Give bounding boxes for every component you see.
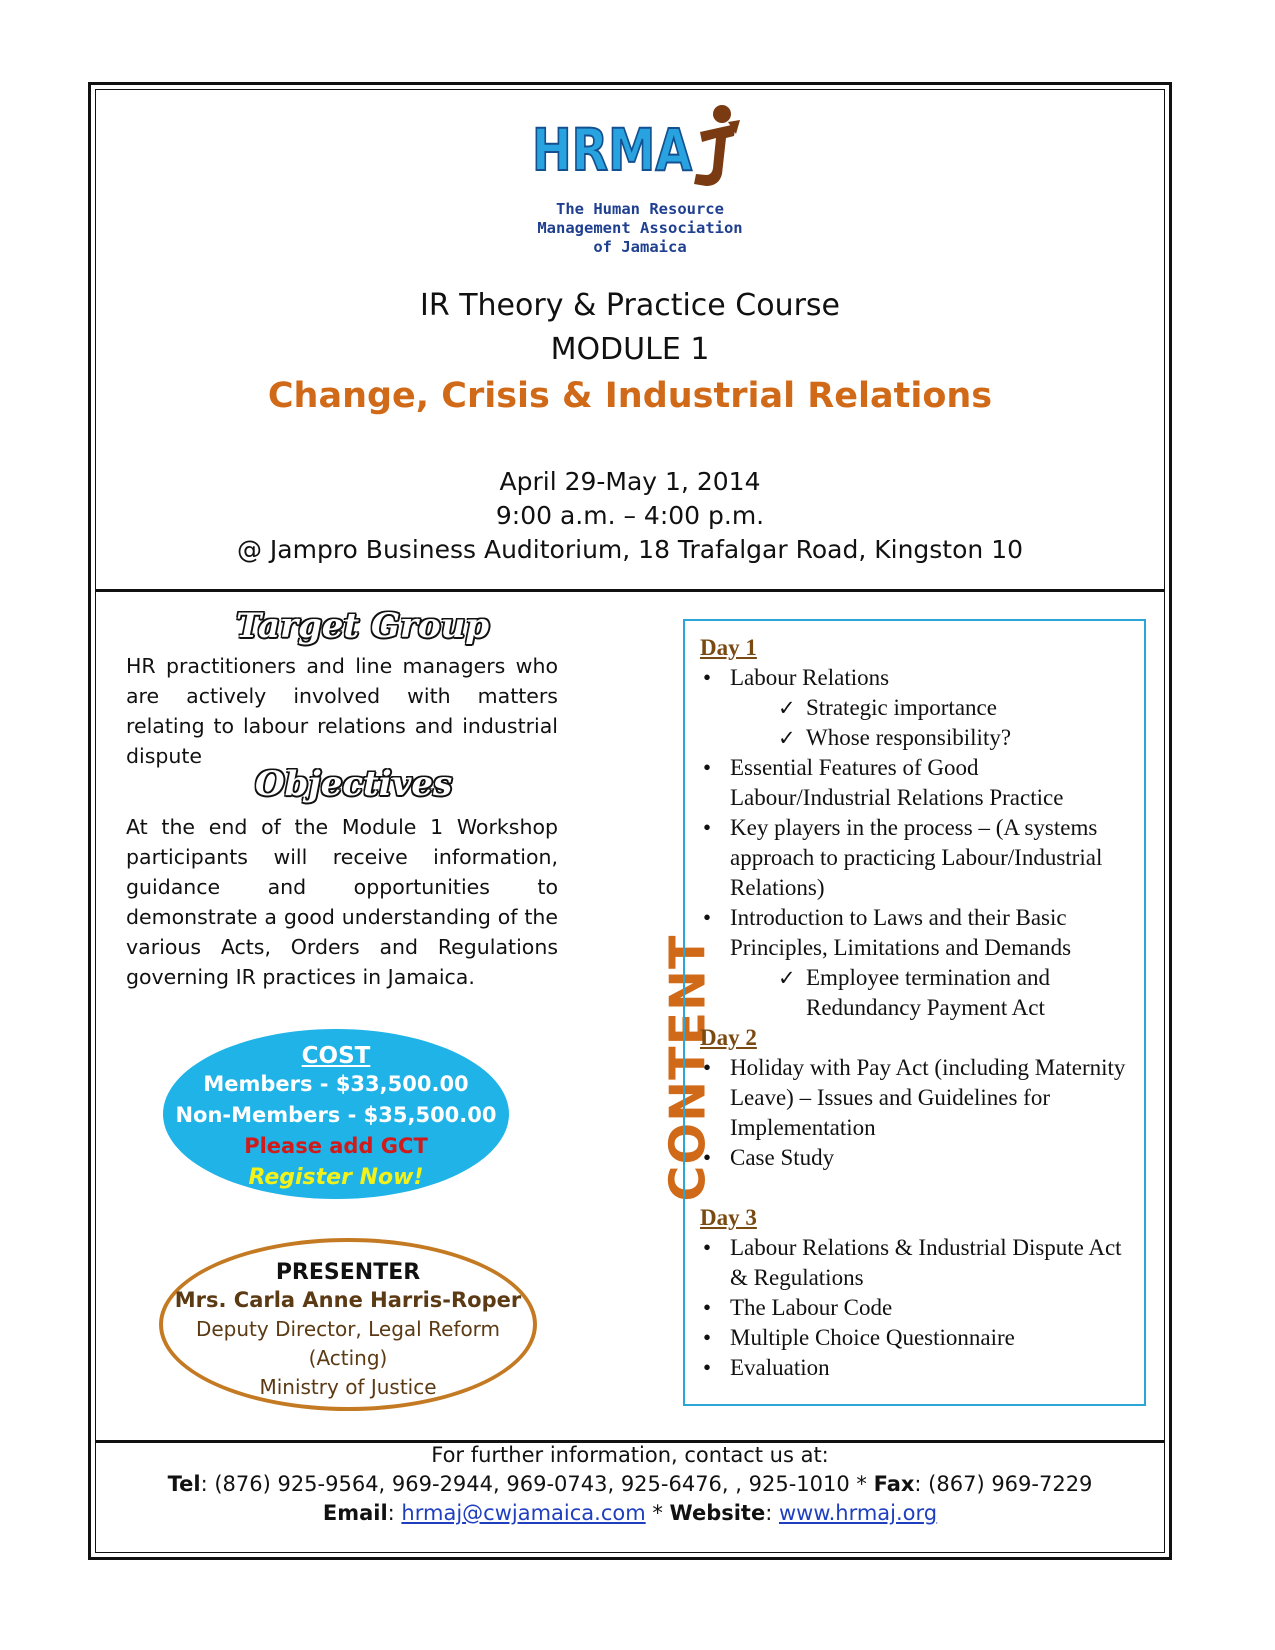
hrmaj-logo-mark: [530, 100, 760, 190]
list-item: • Labour Relations & Industrial Dispute Act & Regulations: [700, 1233, 1134, 1293]
non-members-price: Non-Members - $35,500.00: [175, 1103, 497, 1127]
list-item: • Key players in the process – (A systems approach to practicing Labour/Industrial Relations): [700, 813, 1134, 903]
list-item: • The Labour Code: [700, 1293, 1134, 1323]
target-group-heading: Target Group: [236, 606, 490, 646]
contact-intro: For further information, contact us at:: [431, 1443, 829, 1467]
spacer: [700, 1173, 1134, 1203]
event-date: April 29-May 1, 2014: [499, 467, 761, 496]
email-label: Email: [322, 1501, 388, 1525]
list-item: • Holiday with Pay Act (including Maternity Leave) – Issues and Guidelines for Implementation: [700, 1053, 1134, 1143]
content-box: [683, 619, 1146, 1406]
day3-title: Day 3: [700, 1205, 757, 1230]
presenter-title: PRESENTER: [275, 1260, 421, 1285]
day2-title: Day 2: [700, 1025, 757, 1050]
objectives-heading: Objectives: [255, 764, 453, 804]
module-subtitle: Change, Crisis & Industrial Relations: [267, 376, 993, 416]
website-link[interactable]: www.hrmaj.org: [778, 1501, 938, 1525]
contact-phone-line: [100, 1472, 1160, 1496]
logo-tagline: [500, 200, 780, 257]
objectives-text: At the end of the Module 1 Workshop participants will receive information, guidance and opportunities to demonstrate a good understanding of the various Acts, Orders and Regulations governing IR practices in Jamaica.: [126, 815, 558, 989]
fax-label: Fax: [873, 1472, 915, 1496]
list-item: • Labour Relations: [700, 663, 1134, 693]
hrmaj-logo: [500, 100, 780, 260]
list-item: • Evaluation: [700, 1353, 1134, 1383]
list-item: • Introduction to Laws and their Basic Principles, Limitations and Demands: [700, 903, 1134, 963]
check-item: ✓ Strategic importance: [700, 693, 1134, 723]
gct-note: Please add GCT: [244, 1134, 428, 1158]
fax-number: : (867) 969-7229: [914, 1472, 1093, 1496]
presenter-badge: [159, 1238, 537, 1411]
list-item: • Multiple Choice Questionnaire: [700, 1323, 1134, 1353]
contact-web-line: Email: hrmaj@cwjamaica.com * Website: www.hrmaj.org: [322, 1501, 938, 1525]
presenter-role: Deputy Director, Legal Reform: [195, 1317, 501, 1341]
cost-title: COST: [301, 1043, 371, 1069]
event-venue: @ Jampro Business Auditorium, 18 Trafalgar Road, Kingston 10: [236, 535, 1024, 564]
logo-tagline-line: Management Association: [537, 219, 743, 237]
tel-numbers: : (876) 925-9564, 969-2944, 969-0743, 925-6476, , 925-1010 *: [200, 1472, 874, 1496]
target-group-text: HR practitioners and line managers who are actively involved with matters relating to labour relations and industrial dispute: [126, 654, 558, 768]
course-title: IR Theory & Practice Course: [419, 288, 841, 323]
svg-text:HRMA: HRMA: [532, 116, 693, 184]
logo-tagline-line: of Jamaica: [593, 238, 687, 256]
check-item: ✓ Employee termination and Redundancy Payment Act: [700, 963, 1134, 1023]
presenter-role-acting: (Acting): [308, 1346, 388, 1370]
presenter-name: Mrs. Carla Anne Harris-Roper: [174, 1288, 522, 1312]
list-item: • Case Study: [700, 1143, 1134, 1173]
module-title: MODULE 1: [550, 332, 710, 367]
cost-badge: [163, 1029, 509, 1199]
tel-label: Tel: [167, 1472, 201, 1496]
list-item: • Essential Features of Good Labour/Industrial Relations Practice: [700, 753, 1134, 813]
content-label: CONTENT: [659, 934, 717, 1202]
header-divider: [95, 589, 1165, 592]
members-price: Members - $33,500.00: [203, 1072, 469, 1096]
presenter-organization: Ministry of Justice: [259, 1375, 437, 1399]
website-label: Website: [669, 1501, 766, 1525]
email-link[interactable]: hrmaj@cwjamaica.com: [401, 1501, 646, 1525]
day1-title: Day 1: [700, 635, 757, 660]
check-item: ✓ Whose responsibility?: [700, 723, 1134, 753]
logo-tagline-line: The Human Resource: [556, 200, 724, 218]
register-now: Register Now!: [248, 1165, 424, 1190]
event-time: 9:00 a.m. – 4:00 p.m.: [495, 501, 765, 530]
